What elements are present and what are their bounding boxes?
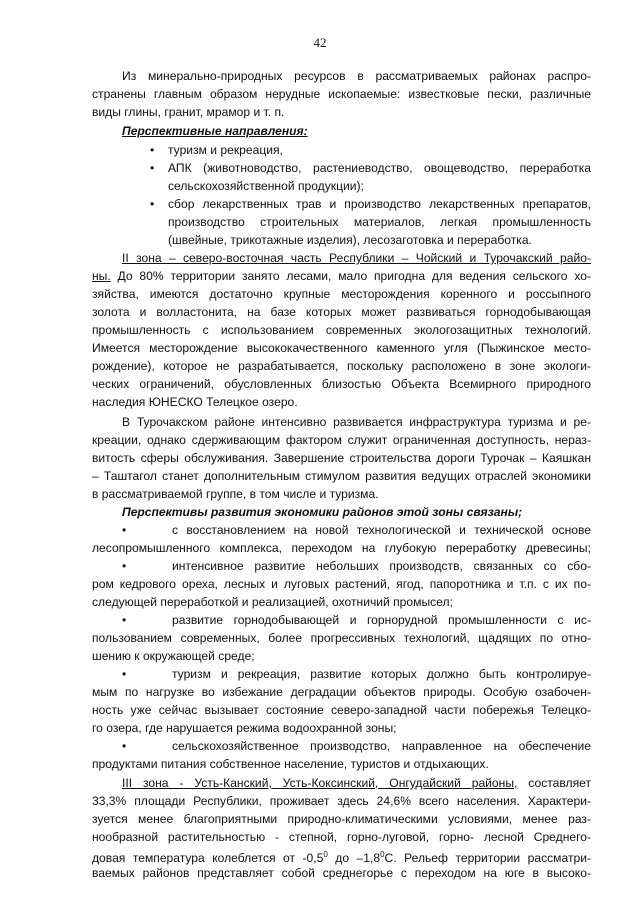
temp-text: до –1,8 (327, 851, 381, 866)
list-item: АПК (животноводство, растениеводство, овощеводство, переработка (168, 161, 591, 175)
zone-2-text: До 80% территории занято лесами, мало пригодна для ведения сельского хо- (110, 269, 591, 283)
list-item-line: ром кедрового ореха, лесных и луговых растений, ягод, папоротника и т.п. с их по- (92, 577, 591, 591)
degree-sup: 0 (380, 850, 385, 859)
paragraph-line: нообразной растительностью - степной, горно-луговой, горно- лесной Среднего- (92, 830, 591, 844)
paragraph-line: в рассматриваемой группе, в том числе и туризма. (92, 487, 379, 501)
zone-2-title-end: ны. (92, 269, 111, 283)
list-item-line: сельскохозяйственной продукции); (168, 179, 364, 193)
list-item-line: лесопромышленного комплекса, переходом на глубокую переработку древесины; (92, 541, 591, 555)
list-item: туризм и рекреация, (168, 143, 283, 157)
bullet-icon: • (150, 161, 155, 175)
list-item-line: производство строительных материалов, легкая промышленность (168, 215, 591, 229)
paragraph-line: 33,3% площади Республики, проживает здесь 24,6% всего населения. Характери- (92, 794, 591, 808)
paragraph-line: наследия ЮНЕСКО Телецкое озеро. (92, 395, 298, 409)
paragraph-line: промышленность с использованием современных экологозащитных технологий. (92, 323, 591, 337)
paragraph-line: ваемых районов представляет собой среднегорье с переходом на юге в высоко- (92, 866, 591, 880)
paragraph-line: Имеется месторождение высококачественного каменного угля (Пыжинское место- (92, 341, 591, 355)
list-item-line: мым по нагрузке во избежание деградации объектов природы. Особую озабочен- (92, 685, 591, 699)
bullet-icon: • (150, 143, 155, 157)
temp-text: довая температура колеблется от -0,5 (92, 851, 324, 866)
bullet-icon: • (122, 613, 127, 627)
list-item-line: го озера, где нарушается режима водоохранной зоны; (92, 721, 397, 735)
list-item: сбор лекарственных трав и производство лекарственных препаратов, (168, 197, 591, 211)
paragraph-line: креации, однако сдерживающим фактором служит ограниченная доступность, нераз- (92, 433, 591, 447)
bullet-icon: • (122, 523, 127, 537)
bullet-icon: • (122, 667, 127, 681)
bullet-icon: • (122, 739, 127, 753)
list-item: интенсивное развитие небольших производств, связанных со сбо- (172, 559, 591, 573)
paragraph-line: – Таштагол станет дополнительным стимулом развития ведущих отраслей экономики (92, 469, 591, 483)
paragraph-line: золота и волластонита, на базе которых может развиваться горнодобывающая (92, 305, 591, 319)
degree-sup: 0 (323, 850, 328, 859)
paragraph-line (92, 267, 591, 285)
list-item-line: ность уже сейчас вызывает состояние северо-западной части побережья Телецко- (92, 703, 591, 717)
list-item-line: следующей переработкой и реализацией, охотничий промысел; (92, 595, 453, 609)
paragraph-line: В Турочакском районе интенсивно развивается инфраструктура туризма и ре- (122, 415, 591, 429)
list-item: с восстановлением на новой технологической и технической основе (172, 523, 591, 537)
list-item-line: продуктами питания собственное население, туристов и отдыхающих. (92, 757, 489, 771)
paragraph-line: витость сферы обслуживания. Завершение строительства дороги Турочак – Каяшкан (92, 451, 591, 465)
list-item-line: пользованием современных, более прогрессивных технологий, щадящих по отно- (92, 631, 591, 645)
paragraph-line: странены главным образом нерудные ископаемые: известковые пески, различные (92, 87, 591, 101)
section-heading: Перспективные направления: (122, 124, 308, 138)
zone-3-text: составляет (517, 776, 591, 790)
zone-3-title: III зона - Усть-Канский, Усть-Коксинский, Онгудайский районы, (122, 776, 518, 790)
paragraph-line: зяйства, имеются достаточно крупные месторождения коренного и россыпного (92, 287, 591, 301)
temp-text: С. Рельеф территории рассматри- (384, 851, 591, 866)
section-heading: Перспективы развития экономики районов этой зоны связаны; (122, 505, 523, 519)
bullet-icon: • (122, 559, 127, 573)
bullet-icon: • (150, 197, 155, 211)
list-item: туризм и рекреация, развитие которых должно быть контролируе- (172, 667, 591, 681)
paragraph-line: виды глины, гранит, мрамор и т. п. (92, 105, 285, 119)
paragraph-line: рождение), которое не разрабатывается, поскольку расположено в зоне экологи- (92, 359, 591, 373)
list-item-line: (швейные, трикотажные изделия), лесозаготовка и переработка. (168, 233, 532, 247)
zone-2-title: II зона – северо-восточная часть Республики – Чойский и Турочакский райо- (122, 251, 591, 265)
list-item: сельскохозяйственное производство, направленное на обеспечение (172, 739, 591, 753)
paragraph-line (122, 774, 591, 792)
page-number: 42 (313, 35, 327, 50)
paragraph-line: ческих ограничений, обусловленных близостью Объекта Всемирного природного (92, 377, 591, 391)
paragraph-line: зуется менее благоприятными природно-климатическими условиями, менее раз- (92, 812, 591, 826)
paragraph-line: Из минерально-природных ресурсов в рассматриваемых районах распро- (122, 69, 591, 83)
list-item-line: шению к окружающей среде; (92, 649, 255, 663)
list-item: развитие горнодобывающей и горнорудной промышленности с ис- (172, 613, 591, 627)
